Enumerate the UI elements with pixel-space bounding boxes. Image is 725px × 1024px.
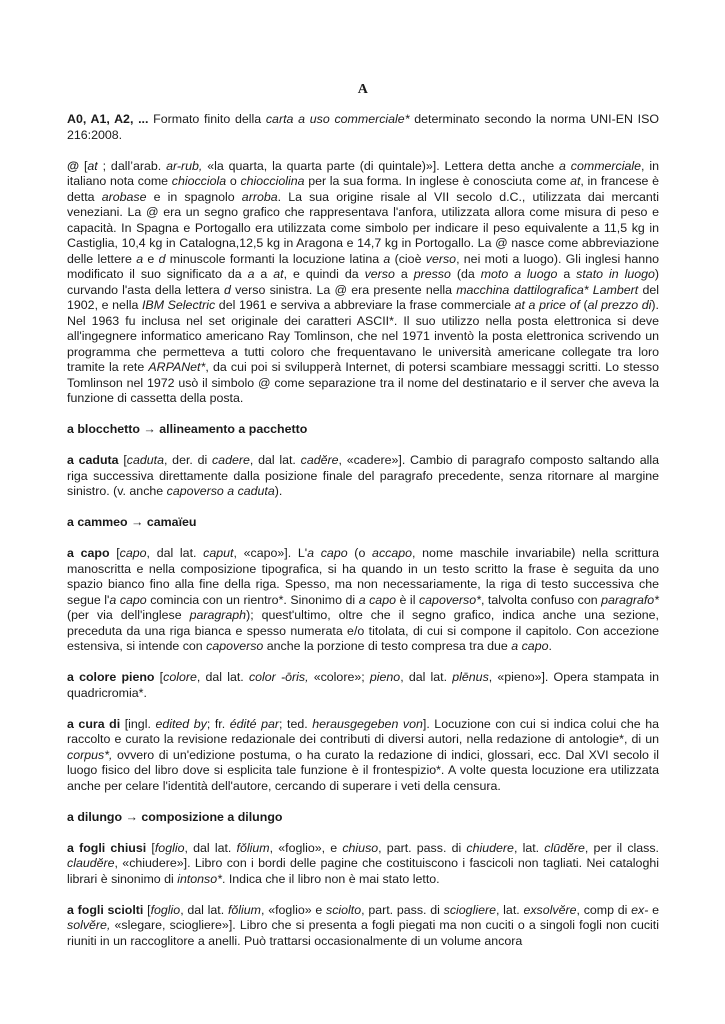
entry-text-run: colore bbox=[163, 670, 197, 684]
entry-text-run: a capo bbox=[358, 592, 396, 607]
entry-text-run: [ bbox=[146, 840, 155, 855]
entry-a-dilungo bbox=[67, 810, 659, 826]
entry-text-run: è il bbox=[396, 592, 419, 607]
entry-term: a cura di bbox=[67, 716, 121, 731]
entry-text-run: paragraph bbox=[189, 608, 247, 622]
entry-text-run: verso bbox=[425, 251, 457, 266]
entry-text-run: ; dall’arab. bbox=[97, 158, 167, 173]
entry-text-run: , e quindi da bbox=[283, 267, 365, 281]
entry-text-run: at bbox=[273, 267, 284, 281]
entry-text-run: ar-rub, bbox=[166, 158, 203, 173]
entry-text-run: , «foglio» e bbox=[261, 902, 327, 917]
entry-text-run: capoverso* bbox=[418, 592, 481, 607]
entry-term: @ bbox=[67, 158, 80, 173]
entry-text-run: , «pieno»]. Opera stampata in quadricromia*. bbox=[67, 670, 659, 700]
entry-text-run: [ bbox=[118, 453, 127, 467]
entry-text-run: , talvolta confuso con bbox=[480, 592, 602, 607]
entry-text-run: fŏlium bbox=[227, 902, 262, 917]
entry-text-run: capo bbox=[119, 546, 147, 560]
entry-text-run: (per via dell'inglese bbox=[67, 608, 190, 622]
entry-text-run: a bbox=[136, 251, 144, 266]
entry-text-run: sciogliere bbox=[443, 902, 496, 917]
entry-term: a cammeo → camaïeu bbox=[67, 515, 197, 529]
entry-text-run: [ bbox=[143, 902, 151, 917]
entry-text-run: cadĕre bbox=[300, 453, 339, 467]
entry-text-run: d bbox=[223, 282, 231, 297]
entry-text-run: «slegare, sciogliere»]. Libro che si presenta a fogli piegati ma non cuciti o a singoli fogli non cuciti riuniti in un raccoglitore a anelli. Può trattarsi occasionalmente di un volume ancora bbox=[67, 918, 659, 948]
entry-term: a capo bbox=[67, 546, 110, 560]
entry-text-run: a bbox=[247, 267, 255, 281]
entry-a-fogli-sciolti bbox=[67, 903, 659, 950]
entry-text-run: , «foglio», e bbox=[269, 840, 343, 855]
glossary-entries bbox=[67, 112, 659, 949]
entry-text-run: at a price of bbox=[514, 298, 580, 312]
entry-text-run: , comp di bbox=[576, 902, 632, 917]
entry-text-run: moto a luogo bbox=[480, 267, 558, 281]
entry-text-run: «colore»; bbox=[308, 670, 370, 684]
entry-text-run: e bbox=[648, 902, 660, 917]
entry-text-run: , «cadere»]. Cambio di paragrafo composto saltando alla riga successiva direttamente dalla posizione finale del paragrafo precedente, senza ritornare al margine sinistro. (v. anche bbox=[67, 453, 659, 498]
entry-a-fogli-chiusi bbox=[67, 841, 659, 888]
entry-text-run: edited by bbox=[155, 716, 207, 731]
entry-text-run: . La sua origine risale al VII secolo d.C., utilizzata dai mercanti veneziani. La @ era un segno grafico che rappresentava l'anfora, utilizzata allora come misura di peso e capacità. In Spagna e Portogallo era utilizzata come simbolo per indicare il peso equivalente a 11,5 kg in Castiglia, 10,4 kg in Catalogna,12,5 kg in Aragona e 14,7 kg in Portogallo. La @ nasce come abbreviazione delle lettere bbox=[67, 189, 659, 266]
entry-text-run: paragrafo* bbox=[601, 592, 660, 607]
entry-text-run: chiocciola bbox=[171, 174, 227, 188]
entry-text-run: macchina dattilografica* bbox=[456, 282, 589, 297]
entry-text-run: , der. di bbox=[163, 453, 212, 467]
entry-text-run: (cioè bbox=[390, 251, 426, 266]
entry-text-run: ; fr. bbox=[206, 716, 230, 731]
entry-text-run: arroba bbox=[241, 189, 278, 204]
entry-text-run: ). bbox=[274, 484, 283, 498]
entry-text-run: e in spagnolo bbox=[146, 189, 242, 204]
entry-text-run: del 1902, e nella bbox=[67, 282, 659, 312]
entry-text-run: ( bbox=[579, 298, 588, 312]
entry-text-run: minuscole formanti la locuzione latina bbox=[165, 251, 384, 266]
entry-a-colore-pieno bbox=[67, 670, 659, 701]
entry-text-run: a bbox=[557, 267, 577, 281]
entry-text-run: [ bbox=[109, 546, 120, 560]
entry-a-cura-di bbox=[67, 717, 659, 795]
entry-text-run: , per il class. bbox=[584, 840, 660, 855]
entry-text-run: carta a uso commerciale* bbox=[265, 112, 410, 126]
entry-text-run: ARPANet* bbox=[148, 360, 206, 374]
entry-text-run: a capo bbox=[307, 546, 348, 560]
entry-text-run: herausgegeben von bbox=[312, 716, 423, 731]
entry-text-run: presso bbox=[413, 267, 451, 281]
entry-text-run: chiuso bbox=[342, 840, 379, 855]
entry-text-run: al prezzo di bbox=[587, 298, 652, 312]
entry-text-run: [ bbox=[154, 670, 164, 684]
entry-term: A0, A1, A2, ... bbox=[67, 112, 149, 126]
entry-text-run: a capo bbox=[109, 592, 147, 607]
entry-text-run: ; ted. bbox=[279, 716, 313, 731]
entry-text-run: , dal lat. bbox=[180, 902, 228, 917]
entry-text-run: verso bbox=[364, 267, 395, 281]
entry-a-caduta bbox=[67, 453, 659, 500]
entry-text-run: Lambert bbox=[592, 282, 639, 297]
entry-text-run: (da bbox=[450, 267, 481, 281]
entry-text-run: , nei moti a luogo). Gli inglesi hanno modificato il suo significato da bbox=[67, 251, 659, 281]
entry-text-run: , «capo»]. L' bbox=[233, 546, 308, 560]
entry-text-run: foglio bbox=[150, 902, 181, 917]
entry-text-run: . Indica che il libro non è mai stato letto. bbox=[221, 871, 440, 886]
entry-text-run: per la sua forma. In inglese è conosciuta come bbox=[304, 174, 571, 188]
entry-text-run: . bbox=[548, 639, 552, 653]
entry-a-cammeo bbox=[67, 515, 659, 531]
entry-text-run: clūdĕre bbox=[544, 840, 585, 855]
entry-text-run: , dal lat. bbox=[249, 453, 301, 467]
entry-term: a blocchetto → allineamento a pacchetto bbox=[67, 422, 308, 436]
entry-text-run: , lat. bbox=[513, 840, 545, 855]
entry-text-run: chiudere bbox=[466, 840, 514, 855]
entry-term: a caduta bbox=[67, 453, 119, 467]
entry-text-run: claudĕre bbox=[67, 856, 115, 870]
entry-text-run: a capo bbox=[511, 639, 549, 653]
entry-text-run: a commerciale bbox=[559, 158, 642, 173]
entry-text-run: capoverso bbox=[206, 639, 264, 653]
entry-text-run: (o bbox=[347, 546, 373, 560]
entry-text-run: , dal lat. bbox=[184, 840, 237, 855]
entry-text-run: stato in luogo bbox=[576, 267, 655, 281]
entry-text-run: chiocciolina bbox=[240, 174, 305, 188]
entry-term: a dilungo → composizione a dilungo bbox=[67, 809, 283, 824]
entry-term: a fogli sciolti bbox=[67, 902, 144, 917]
entry-text-run: ]. Locuzione con cui si indica colui che ha raccolto e curato la revisione redazionale dei contributi di diversi autori, nella redazione di antologie*, di un bbox=[67, 716, 659, 746]
entry-text-run: , dal lat. bbox=[146, 546, 204, 560]
entry-term: a fogli chiusi bbox=[67, 840, 147, 855]
entry-text-run: accapo bbox=[372, 546, 413, 560]
entry-text-run: , dal lat. bbox=[196, 670, 249, 684]
entry-text-run: arobase bbox=[101, 189, 147, 204]
entry-text-run: plēnus bbox=[452, 670, 489, 684]
entry-text-run: , in italiano nota come bbox=[67, 158, 660, 188]
entry-text-run: intonso* bbox=[177, 871, 222, 886]
entry-text-run: ex- bbox=[631, 902, 649, 917]
entry-text-run: exsolvĕre bbox=[523, 902, 577, 917]
entry-text-run: [ingl. bbox=[120, 716, 156, 731]
entry-text-run: cadere bbox=[211, 453, 250, 467]
entry-text-run: verso sinistra. La @ era presente nella bbox=[230, 282, 457, 297]
entry-text-run: at bbox=[87, 158, 98, 173]
entry-text-run: o bbox=[226, 174, 241, 188]
entry-text-run: , part. pass. di bbox=[378, 840, 467, 855]
entry-text-run: ). Nel 1963 fu inclusa nel set originale dei caratteri ASCII*. Il suo utilizzo nella posta elettronica si deve all'ingegnere informatico americano Ray Tomlinson, che nel 1971 inventò la posta elettronica scrivendo un programma che permetteva a tutti coloro che frequentavano le università americane collegate tra loro tramite la rete bbox=[67, 298, 659, 374]
entry-text-run: a bbox=[394, 267, 414, 281]
entry-text-run: , lat. bbox=[495, 902, 524, 917]
entry-text-run: corpus*, bbox=[67, 747, 113, 762]
entry-at-sign bbox=[67, 159, 659, 407]
entry-text-run: d bbox=[158, 251, 166, 266]
entry-text-run: a bbox=[254, 267, 274, 281]
entry-text-run: , dal lat. bbox=[400, 670, 453, 684]
entry-text-run: pieno bbox=[369, 670, 401, 684]
entry-text-run: ovvero di un'edizione postuma, o ha curato la redazione di indici, glossari, ecc. Dal XVI secolo il luogo fisico del libro dove si esplicita tale funzione è il frontespizio*. A volte questa locuzione era utilizzata anche per celare l'identità dell'autore, cercando di superare i veti della censura. bbox=[67, 747, 659, 793]
entry-text-run: IBM Selectric bbox=[141, 298, 216, 312]
entry-text-run: caduta bbox=[126, 453, 164, 467]
entry-text-run: , da cui poi si svilupperà Internet, di potersi scambiare messaggi scritti. Lo stesso Tomlinson nel 1972 usò il simbolo @ come separazione tra il nome del destinatario e il server che aveva la funzione di cassetta della posta. bbox=[67, 360, 659, 405]
entry-text-run: «la quarta, la quarta parte (di quintale)»]. Lettera detta anche bbox=[202, 158, 560, 173]
entry-text-run: a bbox=[383, 251, 391, 266]
entry-text-run: , nome maschile invariabile) nella scrittura manoscritta e nella composizione tipografica, si ha quando in un testo scritto la frase è seguita da uno spazio bianco fino alla fine della riga. Spesso, ma non necessariamente, la riga di testo successiva che segue l' bbox=[67, 546, 660, 607]
entry-a0-a1-a2 bbox=[67, 112, 659, 143]
entry-text-run: color -ōris, bbox=[248, 670, 309, 684]
entry-text-run: caput bbox=[203, 546, 234, 560]
entry-text-run: e bbox=[143, 251, 159, 266]
entry-text-run: del 1961 e serviva a abbreviare la frase commerciale bbox=[215, 298, 515, 312]
entry-a-capo bbox=[67, 546, 659, 655]
entry-text-run: [ bbox=[79, 158, 88, 173]
entry-text-run: capoverso a caduta bbox=[166, 484, 275, 498]
entry-text-run: comincia con un rientro*. Sinonimo di bbox=[146, 592, 359, 607]
entry-text-run: solvĕre, bbox=[67, 918, 111, 932]
entry-text-run: anche la porzione di testo compresa tra due bbox=[263, 639, 512, 653]
entry-text-run: édité par bbox=[229, 716, 280, 731]
entry-text-run: , part. pass. di bbox=[361, 902, 444, 917]
entry-text-run: sciolto bbox=[326, 902, 362, 917]
entry-text-run: foglio bbox=[154, 840, 185, 855]
entry-text-run: ); quest'ultimo, oltre che il segno grafico, indica anche una sezione, preceduta da una riga bianca e spesso numerata e/o titolata, di cui si compone il capitolo. Con accezione estensiva, si intende con bbox=[67, 608, 659, 653]
entry-text-run: , in francese è detta bbox=[67, 174, 659, 204]
entry-a-blocchetto bbox=[67, 422, 659, 438]
section-letter-heading: A bbox=[357, 82, 369, 97]
entry-text-run: fŏlium bbox=[236, 840, 270, 855]
entry-text-run: determinato secondo la norma UNI-EN ISO 216:2008. bbox=[67, 112, 659, 142]
entry-text-run: at bbox=[570, 174, 581, 188]
entry-term: a colore pieno bbox=[67, 670, 155, 684]
entry-text-run: ) curvando l'asta della lettera bbox=[67, 267, 660, 297]
entry-text-run: Formato finito della bbox=[148, 112, 266, 126]
entry-text-run: , «chiudere»]. Libro con i bordi delle pagine che costituiscono i fascicoli non tagliati. Nei cataloghi librari è sinonimo di bbox=[67, 856, 659, 886]
